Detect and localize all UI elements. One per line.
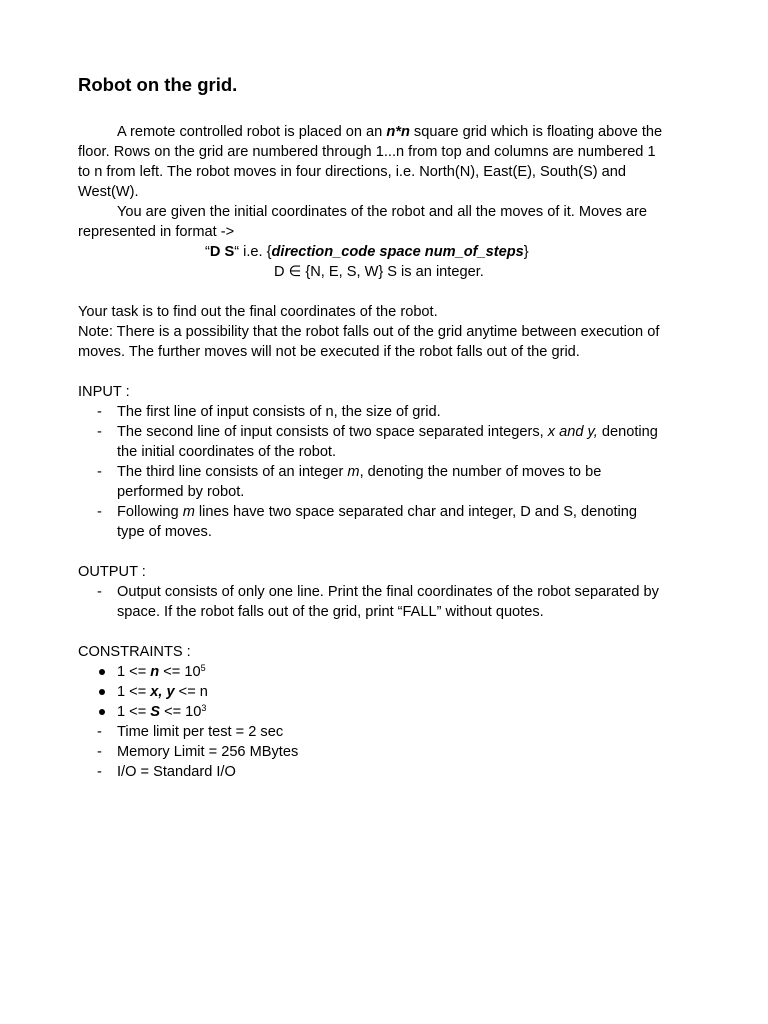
format-fields: direction_code space num_of_steps bbox=[271, 244, 524, 260]
constraint-text bbox=[117, 662, 688, 682]
constraint-text: Memory Limit = 256 MBytes bbox=[117, 744, 299, 760]
grid-size-term: n*n bbox=[386, 124, 410, 140]
dash-marker: - bbox=[97, 504, 102, 520]
list-item-text: Output consists of only one line. Print the final coordinates of the robot separated by bbox=[117, 584, 659, 600]
list-text: lines have two space separated char and integer, D and S, denoting bbox=[194, 504, 638, 520]
var-term: m bbox=[347, 464, 360, 480]
dash-marker: - bbox=[97, 404, 102, 420]
constraint-text: Time limit per test = 2 sec bbox=[117, 724, 284, 740]
list-item-text: the initial coordinates of the robot. bbox=[117, 444, 337, 460]
domain-line: D ∈ {N, E, S, W} S is an integer. bbox=[274, 264, 484, 280]
constraints-heading: CONSTRAINTS : bbox=[78, 644, 191, 660]
list-item-text: The first line of input consists of n, the size of grid. bbox=[117, 404, 441, 420]
dash-marker: - bbox=[97, 764, 102, 780]
constraint-text: I/O = Standard I/O bbox=[117, 764, 236, 780]
intro-line bbox=[78, 122, 688, 142]
format-code: D S bbox=[209, 244, 235, 260]
spacer bbox=[78, 282, 688, 302]
bullet-icon bbox=[99, 709, 105, 715]
spacer bbox=[78, 622, 688, 642]
list-item-text: performed by robot. bbox=[117, 484, 245, 500]
list-item bbox=[78, 462, 688, 502]
format-quote: “ bbox=[205, 244, 210, 260]
dash-marker: - bbox=[97, 744, 102, 760]
constraint-item bbox=[78, 662, 688, 682]
list-item bbox=[78, 422, 688, 462]
intro-line: represented in format -> bbox=[78, 224, 235, 240]
constraint-part: <= 10 bbox=[160, 704, 202, 720]
dash-marker: - bbox=[97, 464, 102, 480]
task-line: moves. The further moves will not be executed if the robot falls out of the grid. bbox=[78, 344, 580, 360]
exponent: 5 bbox=[200, 663, 206, 673]
var-term: n bbox=[150, 664, 160, 680]
constraint-item bbox=[78, 722, 688, 742]
dash-marker: - bbox=[97, 724, 102, 740]
format-text: “ i.e. { bbox=[234, 244, 272, 260]
output-heading: OUTPUT : bbox=[78, 564, 146, 580]
var-term: m bbox=[182, 504, 195, 520]
var-term: x, y bbox=[150, 684, 175, 700]
list-item-text: type of moves. bbox=[117, 524, 212, 540]
format-text: } bbox=[523, 244, 529, 260]
list-text: Following bbox=[117, 504, 183, 520]
constraint-part: 1 <= bbox=[117, 704, 151, 720]
intro-line: floor. Rows on the grid are numbered through 1...n from top and columns are numbered 1 bbox=[78, 144, 656, 160]
constraint-text bbox=[117, 702, 688, 722]
constraint-part: <= 10 bbox=[159, 664, 201, 680]
intro-line: You are given the initial coordinates of the robot and all the moves of it. Moves are bbox=[117, 204, 648, 220]
intro-line: to n from left. The robot moves in four directions, i.e. North(N), East(E), South(S) and bbox=[78, 164, 627, 180]
list-text: The third line consists of an integer bbox=[117, 464, 348, 480]
intro-line: West(W). bbox=[78, 184, 139, 200]
list-text: The second line of input consists of two space separated integers, bbox=[117, 424, 548, 440]
bullet-icon bbox=[99, 669, 105, 675]
list-text: , denoting the number of moves to be bbox=[359, 464, 602, 480]
intro-text: square grid which is floating above the bbox=[409, 124, 663, 140]
spacer bbox=[78, 362, 688, 382]
constraint-item bbox=[78, 702, 688, 722]
constraint-item bbox=[78, 762, 688, 782]
document-body bbox=[78, 122, 688, 782]
task-line: Note: There is a possibility that the robot falls out of the grid anytime between execution of bbox=[78, 324, 660, 340]
constraint-text bbox=[117, 682, 688, 702]
dash-marker: - bbox=[97, 584, 102, 600]
dash-marker: - bbox=[97, 424, 102, 440]
list-item-text bbox=[117, 462, 688, 482]
bullet-icon bbox=[99, 689, 105, 695]
format-line bbox=[78, 242, 688, 262]
intro-text: A remote controlled robot is placed on an bbox=[117, 124, 387, 140]
exponent: 3 bbox=[201, 703, 207, 713]
list-item bbox=[78, 582, 688, 622]
list-item-text: space. If the robot falls out of the grid, print “FALL” without quotes. bbox=[117, 604, 544, 620]
constraint-part: 1 <= bbox=[117, 684, 151, 700]
list-item bbox=[78, 402, 688, 422]
constraint-item bbox=[78, 682, 688, 702]
list-text: denoting bbox=[597, 424, 658, 440]
spacer bbox=[78, 542, 688, 562]
document-title: Robot on the grid. bbox=[78, 74, 238, 95]
var-term: S bbox=[150, 704, 161, 720]
list-item-text bbox=[117, 422, 688, 442]
constraint-part: 1 <= bbox=[117, 664, 151, 680]
constraint-part: <= n bbox=[174, 684, 208, 700]
task-line: Your task is to find out the final coordinates of the robot. bbox=[78, 304, 438, 320]
var-term: x and y, bbox=[547, 424, 598, 440]
constraint-item bbox=[78, 742, 688, 762]
input-heading: INPUT : bbox=[78, 384, 130, 400]
list-item bbox=[78, 502, 688, 542]
list-item-text bbox=[117, 502, 688, 522]
